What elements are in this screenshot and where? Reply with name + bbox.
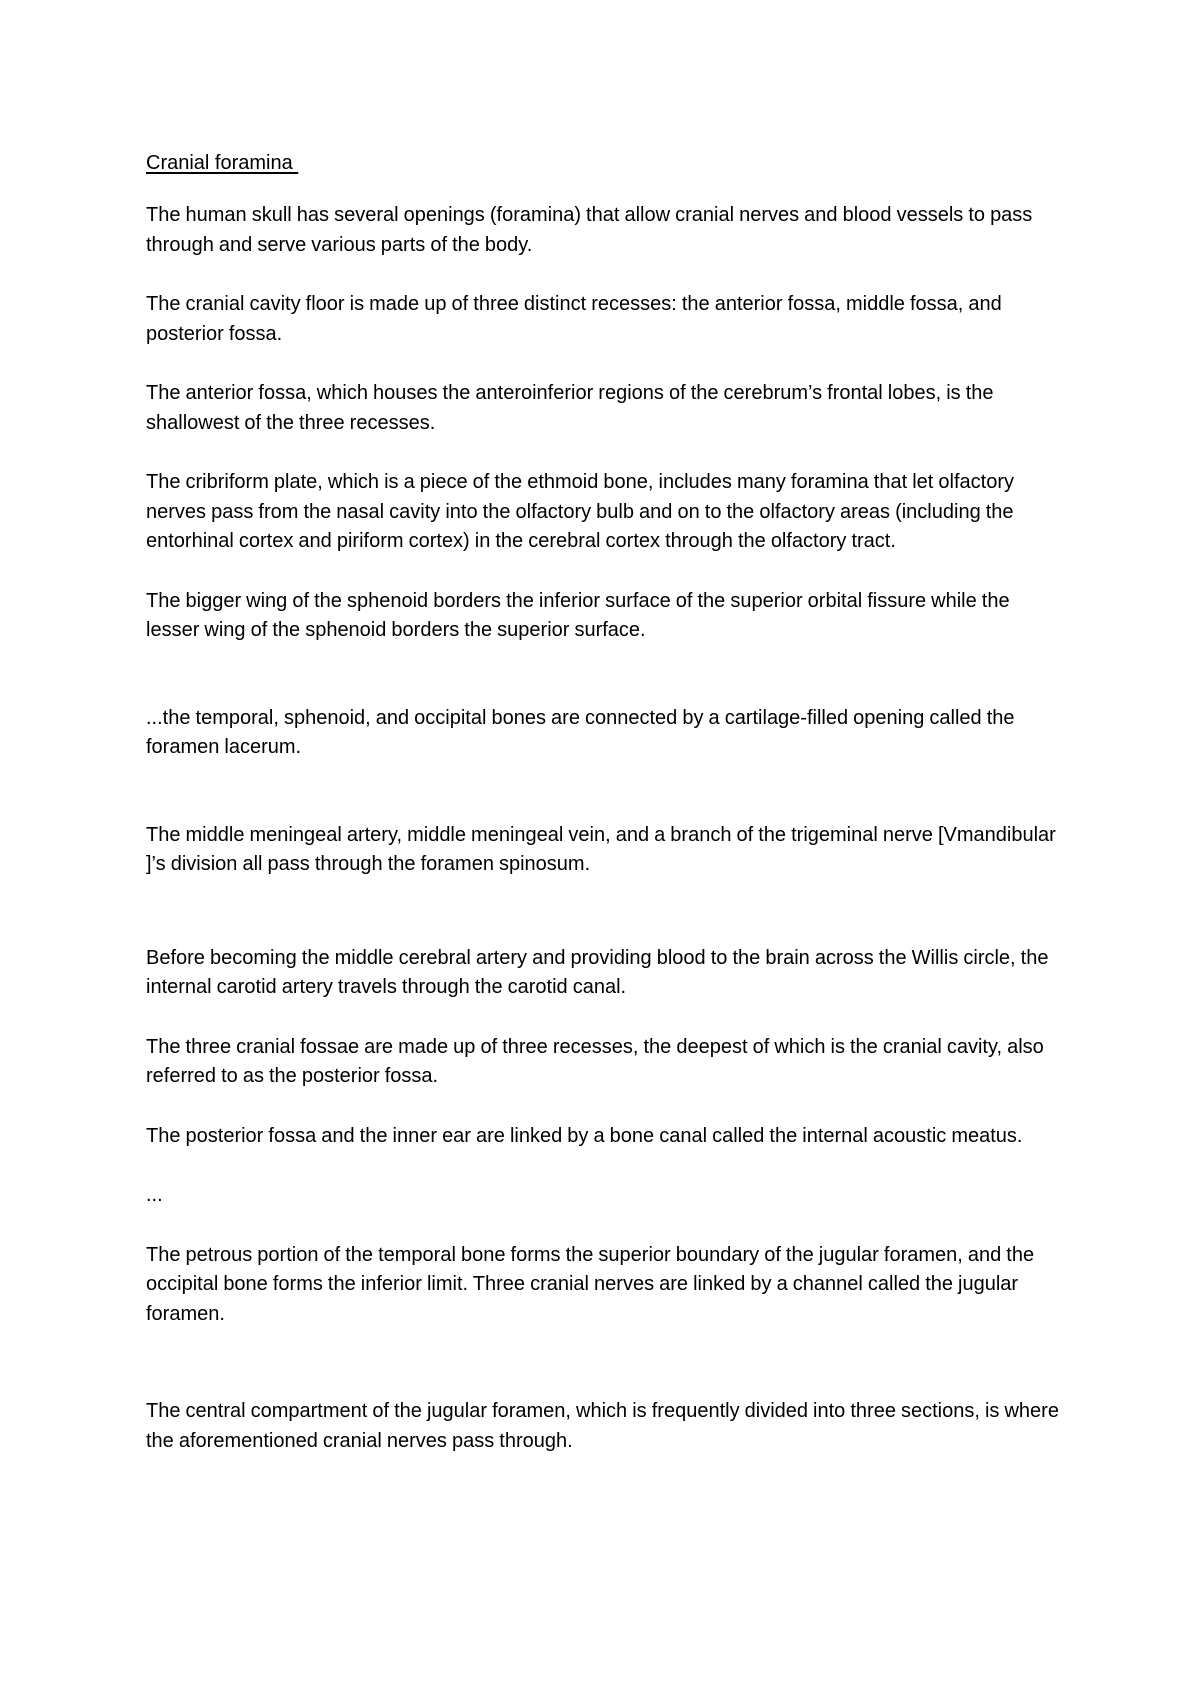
paragraph-foramen-spinosum: The middle meningeal artery, middle meningeal vein, and a branch of the trigeminal nerve [Vmandibular ]’s division all pass through the foramen spinosum. bbox=[146, 823, 1056, 875]
paragraph-sphenoid-wings: The bigger wing of the sphenoid borders the inferior surface of the superior orbital fissure while the lesser wing of the sphenoid borders the superior surface. bbox=[146, 589, 1010, 641]
paragraph-anterior-fossa: The anterior fossa, which houses the anteroinferior regions of the cerebrum’s frontal lobes, is the shallowest of the three recesses. bbox=[146, 382, 994, 434]
document-body bbox=[146, 148, 1066, 1486]
document-title: Cranial foramina bbox=[146, 152, 299, 174]
paragraph-acoustic-meatus: The posterior fossa and the inner ear are linked by a bone canal called the internal acoustic meatus. bbox=[146, 1124, 1023, 1147]
paragraph-jugular-foramen: The petrous portion of the temporal bone forms the superior boundary of the jugular foramen, and the occipital bone forms the inferior limit. Three cranial nerves are linked by a channel called the jugular foramen. bbox=[146, 1243, 1035, 1325]
paragraph-carotid-canal: Before becoming the middle cerebral artery and providing blood to the brain across the Willis circle, the internal carotid artery travels through the carotid canal. bbox=[146, 946, 1049, 998]
paragraph-posterior-fossa: The three cranial fossae are made up of three recesses, the deepest of which is the cranial cavity, also referred to as the posterior fossa. bbox=[146, 1035, 1044, 1087]
paragraph-cavity-floor: The cranial cavity floor is made up of three distinct recesses: the anterior fossa, middle fossa, and posterior fossa. bbox=[146, 293, 1002, 345]
paragraph-intro: The human skull has several openings (foramina) that allow cranial nerves and blood vessels to pass through and serve various parts of the body. bbox=[146, 204, 1033, 256]
paragraph-foramen-lacerum: ...the temporal, sphenoid, and occipital bones are connected by a cartilage-filled opening called the foramen lacerum. bbox=[146, 706, 1015, 758]
paragraph-jugular-compartment: The central compartment of the jugular foramen, which is frequently divided into three sections, is where the aforementioned cranial nerves pass through. bbox=[146, 1400, 1059, 1452]
paragraph-cribriform-plate: The cribriform plate, which is a piece of the ethmoid bone, includes many foramina that let olfactory nerves pass from the nasal cavity into the olfactory bulb and on to the olfactory areas (including the entorhinal cortex and piriform cortex) in the cerebral cortex through the olfactory tract. bbox=[146, 471, 1014, 552]
paragraph-ellipsis: ... bbox=[146, 1184, 163, 1206]
